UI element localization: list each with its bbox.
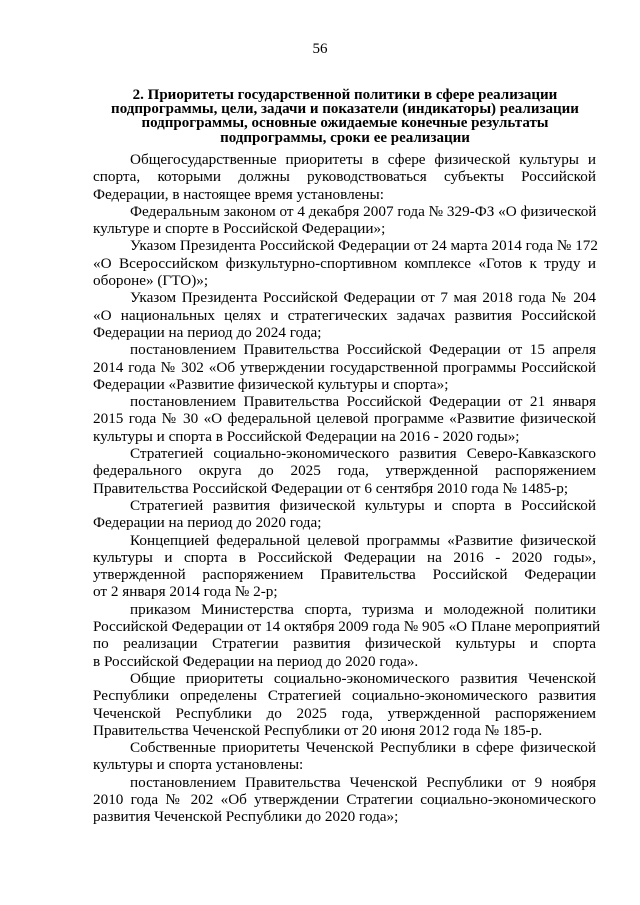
text-line: постановлением Правительства Чеченской Республики от 9 ноября bbox=[130, 773, 596, 791]
text-line: Федерации на период до 2024 года; bbox=[93, 323, 322, 341]
heading-line: подпрограммы, цели, задачи и показатели (индикаторы) реализации bbox=[111, 101, 579, 118]
page-number: 56 bbox=[312, 41, 328, 57]
paragraph-ministry-order bbox=[93, 600, 601, 670]
text-line: федерального округа до 2025 года, утвержденной распоряжением bbox=[93, 462, 596, 480]
text-line: Федерации «Развитие физической культуры и спорта»; bbox=[93, 375, 449, 393]
text-line: Собственные приоритеты Чеченской Республики в сфере физической bbox=[130, 739, 596, 757]
text-line: Стратегией развития физической культуры и спорта в Российской bbox=[130, 496, 596, 514]
text-line: спорта, которыми должны руководствоваться субъекты Российской bbox=[93, 168, 596, 186]
text-line: культуры и спорта в Российской Федерации на 2016 - 2020 годы»; bbox=[93, 427, 520, 445]
paragraph-federal-law bbox=[93, 203, 596, 238]
heading-line: 2. Приоритеты государственной политики в сфере реализации bbox=[132, 87, 558, 103]
paragraph-resolution-302 bbox=[93, 341, 596, 393]
text-line: развития Чеченской Республики до 2020 года»; bbox=[93, 808, 399, 826]
text-line: 2014 года № 302 «Об утверждении государственной программы Российской bbox=[93, 358, 596, 376]
text-line: Указом Президента Российской Федерации от 7 мая 2018 года № 204 bbox=[130, 289, 596, 307]
text-line: Чеченской Республики до 2025 года, утвержденной распоряжением bbox=[93, 704, 596, 722]
text-line: Общегосударственные приоритеты в сфере физической культуры и bbox=[130, 151, 596, 168]
text-line: культуры и спорта в Российской Федерации на 2016 - 2020 годы», bbox=[93, 548, 596, 566]
text-line: обороне» (ГТО)»; bbox=[93, 272, 209, 290]
paragraph-strategy-north-caucasus bbox=[93, 445, 596, 497]
text-line: по реализации Стратегии развития физической культуры и спорта bbox=[93, 635, 596, 653]
text-line: культуре и спорте в Российской Федерации»; bbox=[93, 220, 386, 238]
text-line: Республики определены Стратегией социально-экономического развития bbox=[93, 687, 596, 705]
text-line: «О Всероссийском физкультурно-спортивном комплексе «Готов к труду и bbox=[93, 254, 596, 272]
text-line: «О национальных целях и стратегических задачах развития Российской bbox=[93, 306, 596, 324]
text-line: утвержденной распоряжением Правительства Российской Федерации bbox=[93, 566, 596, 584]
text-line: Федерации, в настоящее время установлены: bbox=[93, 185, 384, 203]
heading-line: подпрограммы, основные ожидаемые конечные результаты bbox=[141, 115, 549, 132]
heading-line: подпрограммы, сроки ее реализации bbox=[220, 129, 470, 146]
paragraph-priorities-intro bbox=[93, 151, 596, 203]
paragraph-decree-gto bbox=[93, 237, 596, 289]
text-line: от 2 января 2014 года № 2-р; bbox=[93, 583, 278, 601]
text-line: Общие приоритеты социально-экономического развития Чеченской bbox=[130, 669, 596, 687]
paragraph-chechen-own-priorities bbox=[93, 739, 596, 774]
text-line: постановлением Правительства Российской Федерации от 15 апреля bbox=[130, 341, 596, 359]
text-line: приказом Министерства спорта, туризма и молодежной политики bbox=[130, 600, 596, 618]
text-line: Правительства Чеченской Республики от 20 июня 2012 года № 185-р. bbox=[93, 721, 543, 739]
text-line: культуры и спорта установлены: bbox=[93, 756, 304, 774]
paragraph-chechen-resolution-202 bbox=[93, 774, 596, 826]
text-line: Указом Президента Российской Федерации от 24 марта 2014 года № 172 bbox=[130, 237, 598, 255]
text-line: Федеральным законом от 4 декабря 2007 года № 329-ФЗ «О физической bbox=[130, 202, 597, 220]
text-line: в Российской Федерации на период до 2020 года». bbox=[93, 652, 419, 670]
paragraph-strategy-sport bbox=[93, 497, 596, 532]
paragraph-concept-program bbox=[93, 532, 596, 601]
paragraph-resolution-30 bbox=[93, 393, 596, 445]
text-line: Правительства Российской Федерации от 6 сентября 2010 года № 1485-р; bbox=[93, 479, 569, 497]
paragraph-chechen-general-priorities bbox=[93, 670, 596, 739]
text-line: постановлением Правительства Российской Федерации от 21 января bbox=[130, 393, 596, 411]
paragraph-decree-national-goals bbox=[93, 289, 596, 341]
text-line: Концепцией федеральной целевой программы «Развитие физической bbox=[130, 531, 596, 549]
text-line: 2010 года № 202 «Об утверждении Стратегии социально-экономического bbox=[93, 790, 596, 808]
text-line: Российской Федерации от 14 октября 2009 года № 905 «О Плане мероприятий bbox=[93, 618, 601, 636]
text-line: 2015 года № 30 «О федеральной целевой программе «Развитие физической bbox=[93, 410, 596, 428]
section-heading bbox=[94, 88, 596, 145]
text-line: Федерации на период до 2020 года; bbox=[93, 514, 322, 532]
text-line: Стратегией социально-экономического развития Северо-Кавказского bbox=[130, 445, 596, 463]
body-text bbox=[93, 151, 601, 826]
